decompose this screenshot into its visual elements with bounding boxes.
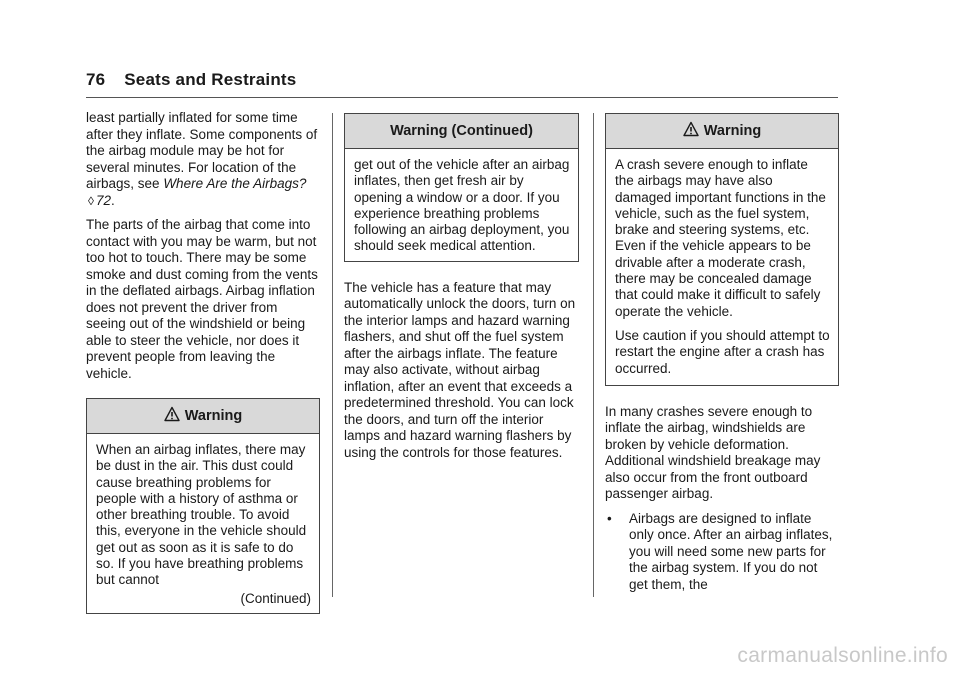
warning-text: When an airbag inflates, there may be dust in the air. This dust could cause breathing problems for people with a history of asthma or other breathing trouble. To avoid this, everyone in the vehicle should get out as soon as it is safe to do so. If you have breathing problems but cannot	[96, 442, 307, 588]
watermark: carmanualsonline.info	[737, 644, 948, 667]
warning-title: Warning	[184, 408, 243, 424]
warning-title: Warning	[703, 123, 762, 139]
warning-box	[605, 113, 839, 386]
bullet-text: Airbags are designed to inflate only once. After an airbag inflates, you will need some new parts for the airbag system. If you do not get them, the	[629, 510, 833, 592]
column-2	[344, 113, 579, 469]
section-title: Seats and Restraints	[124, 70, 297, 89]
warning-box-body	[606, 149, 838, 385]
column-divider-2	[593, 113, 594, 597]
warning-text: A crash severe enough to inflate the airbags may have also damaged important functions in the vehicle, such as the fuel system, brake and steering systems, etc. Even if the vehicle appears to be drivable after a moderate crash, there may be concealed damage that could make it difficult to safely operate the vehicle.	[615, 157, 826, 319]
header-divider	[86, 97, 838, 98]
warning-triangle-icon	[683, 121, 699, 137]
warning-text: Use caution if you should attempt to restart the engine after a crash has occurred.	[615, 327, 830, 376]
paragraph: least partially inflated for some time after they inflate. Some components of the airbag module may be hot for several minutes. For location of the airbags, see Where Are the Airbags?◊ 72.	[86, 110, 318, 208]
warning-triangle-icon	[164, 406, 180, 422]
xref-link[interactable]: Where Are the Airbags?	[163, 176, 307, 191]
warning-box-header	[606, 114, 838, 149]
paragraph: The vehicle has a feature that may automatically unlock the doors, turn on the interior lamps and hazard warning flashers, and shut off the fuel system after the airbags inflate. The feature may also activate, without airbag inflation, after an event that exceeds a predetermined threshold. You can lock the doors, and turn off the interior lamps and hazard warning flashers by using the controls for those features.	[344, 279, 576, 460]
warning-box-header: Warning (Continued)	[345, 114, 578, 149]
page-number: 76	[86, 70, 106, 89]
column-1	[86, 110, 320, 614]
continued-label: (Continued)	[240, 590, 311, 606]
bullet-marker: •	[607, 510, 612, 526]
column-divider-1	[332, 113, 333, 597]
warning-box-body	[87, 434, 319, 613]
paragraph: In many crashes severe enough to inflate the airbag, windshields are broken by vehicle deformation. Additional windshield breakage may also occur from the front outboard passenger airbag.	[605, 403, 821, 502]
paragraph: The parts of the airbag that come into contact with you may be warm, but not too hot to touch. There may be some smoke and dust coming from the vents in the deflated airbags. Airbag inflation does not prevent the driver from seeing out of the windshield or being able to steer the vehicle, nor does it prevent people from leaving the vehicle.	[86, 217, 318, 381]
list-item	[605, 511, 839, 594]
warning-box-continued	[344, 113, 579, 262]
xref-page[interactable]: 72	[95, 192, 111, 208]
warning-box-header	[87, 399, 319, 434]
warning-box	[86, 398, 320, 614]
xref-icon: ◊	[88, 193, 94, 208]
column-3	[605, 113, 839, 593]
warning-text: get out of the vehicle after an airbag inflates, then get fresh air by opening a window or a door. If you experience breathing problems following an airbag deployment, you should seek medical attention.	[354, 157, 570, 254]
warning-box-body	[345, 149, 578, 261]
page-header	[86, 70, 296, 90]
